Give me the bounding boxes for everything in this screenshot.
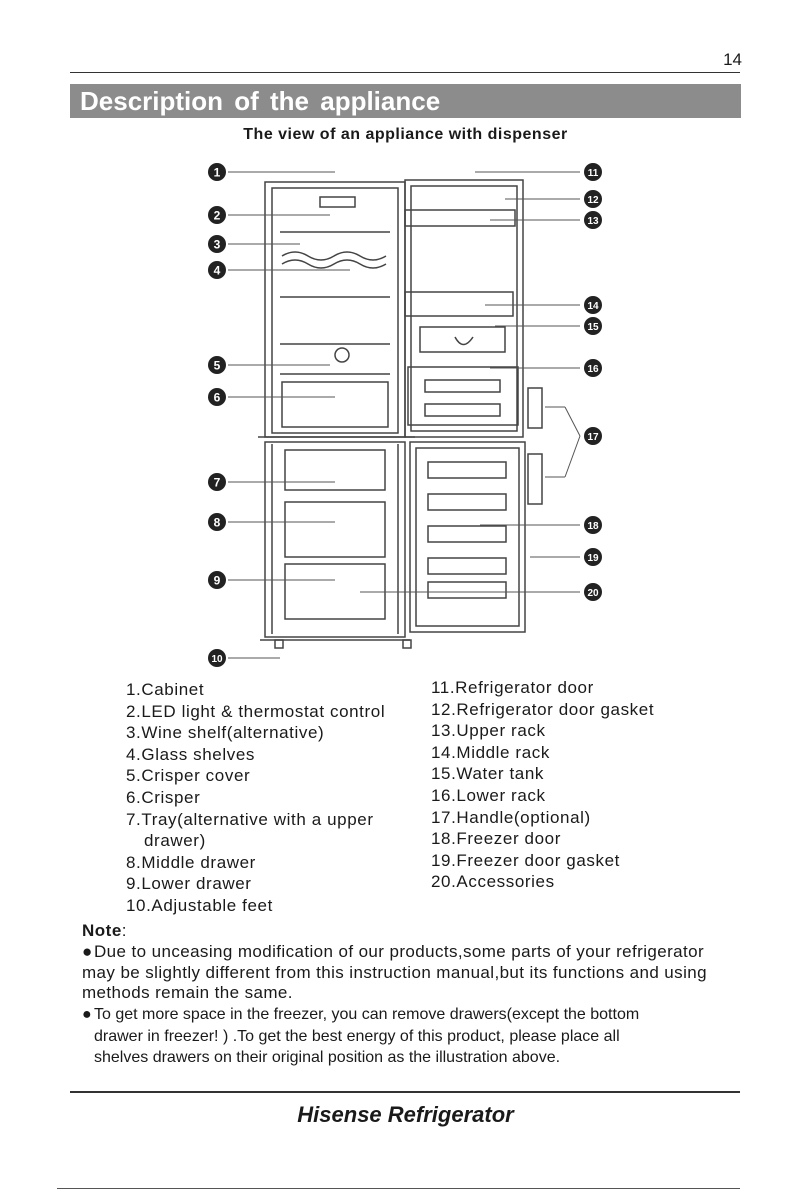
- callout-19: [584, 548, 602, 566]
- note-item-2-line-1: To get more space in the freezer, you can remove drawers(except the bottom: [94, 1006, 640, 1023]
- svg-text:8: 8: [213, 515, 221, 530]
- svg-text:15: 15: [587, 322, 599, 333]
- svg-text:5: 5: [213, 358, 221, 373]
- list-item: 6.Crisper: [126, 787, 201, 807]
- note-item-2-line-2: drawer in freezer! ) .To get the best energy of this product, please place all: [94, 1027, 620, 1045]
- callout-4: [208, 261, 226, 279]
- bullet-icon: ●: [82, 1006, 92, 1023]
- note-title: Note: [82, 921, 122, 940]
- fridge-door: [405, 180, 542, 632]
- callout-12: [584, 190, 602, 208]
- note-heading: [82, 921, 127, 941]
- svg-text:9: 9: [213, 573, 221, 588]
- svg-text:6: 6: [213, 390, 221, 405]
- leader-lines: [228, 172, 580, 658]
- svg-text:1: 1: [213, 165, 221, 180]
- svg-text:20: 20: [587, 588, 599, 599]
- diagram-subtitle: The view of an appliance with dispenser: [243, 126, 568, 143]
- note-item-1: [82, 942, 742, 1004]
- list-item: 13.Upper rack: [431, 721, 546, 741]
- list-item: 3.Wine shelf(alternative): [126, 723, 325, 743]
- callout-10: [208, 649, 226, 667]
- callout-20: [584, 583, 602, 601]
- list-item: 5.Crisper cover: [126, 766, 251, 786]
- callout-15: [584, 317, 602, 335]
- parts-list-right: [431, 677, 654, 893]
- parts-list-left: [126, 679, 385, 917]
- callout-3: [208, 235, 226, 253]
- list-item: 11.Refrigerator door: [431, 678, 594, 697]
- svg-text:18: 18: [587, 521, 599, 532]
- svg-text:14: 14: [587, 301, 599, 312]
- svg-text:19: 19: [587, 553, 599, 564]
- bullet-icon: ●: [82, 942, 93, 961]
- svg-text:12: 12: [587, 195, 599, 206]
- list-item: 9.Lower drawer: [126, 874, 252, 894]
- svg-text:11: 11: [587, 168, 599, 179]
- list-item: 10.Adjustable feet: [126, 895, 273, 915]
- callout-16: [584, 359, 602, 377]
- list-item: 8.Middle drawer: [126, 852, 256, 872]
- callout-14: [584, 296, 602, 314]
- callout-13: [584, 211, 602, 229]
- list-item: 14.Middle rack: [431, 742, 550, 762]
- svg-text:2: 2: [213, 208, 221, 223]
- footer-rule: [57, 1188, 740, 1189]
- callout-5: [208, 356, 226, 374]
- brand-footer: Hisense Refrigerator: [297, 1102, 514, 1127]
- list-item: 12.Refrigerator door gasket: [431, 699, 655, 719]
- list-item: 15.Water tank: [431, 764, 544, 784]
- svg-text:4: 4: [213, 263, 221, 278]
- callout-18: [584, 516, 602, 534]
- callout-6: [208, 388, 226, 406]
- appliance-diagram: [200, 152, 620, 672]
- callout-2: [208, 206, 226, 224]
- list-item: 16.Lower rack: [431, 785, 546, 805]
- list-item: 18.Freezer door: [431, 829, 561, 849]
- svg-text:16: 16: [587, 364, 599, 375]
- list-item: 17.Handle(optional): [431, 807, 591, 827]
- note-colon: :: [121, 921, 127, 940]
- bottom-rule: [70, 1091, 740, 1093]
- fridge-body: [258, 182, 415, 648]
- list-item: 19.Freezer door gasket: [431, 850, 620, 870]
- callout-11: [584, 163, 602, 181]
- list-item: 20.Accessories: [431, 872, 555, 892]
- callout-1: [208, 163, 226, 181]
- note-item-1-text: Due to unceasing modification of our products,some parts of your refrigerator may be slightly different from this instruction manual,but its functions and using methods remain the same.: [82, 942, 707, 1002]
- list-item-continuation: drawer): [144, 831, 206, 851]
- svg-text:13: 13: [587, 216, 599, 227]
- list-item: 1.Cabinet: [126, 680, 205, 699]
- svg-text:3: 3: [213, 237, 221, 252]
- list-item: 4.Glass shelves: [126, 744, 255, 764]
- callout-7: [208, 473, 226, 491]
- note-item-2: [82, 1004, 742, 1069]
- callout-8: [208, 513, 226, 531]
- note-item-2-line-3: shelves drawers on their original position as the illustration above.: [94, 1049, 561, 1066]
- page-number: 14: [723, 50, 742, 69]
- top-rule: [70, 72, 740, 73]
- section-title: Description of the appliance: [70, 84, 741, 118]
- svg-text:7: 7: [213, 475, 221, 490]
- callout-17: [584, 427, 602, 445]
- svg-text:10: 10: [211, 654, 223, 665]
- callout-9: [208, 571, 226, 589]
- svg-text:17: 17: [587, 432, 599, 443]
- list-item: 7.Tray(alternative with a upper: [126, 809, 374, 829]
- list-item: 2.LED light & thermostat control: [126, 701, 386, 721]
